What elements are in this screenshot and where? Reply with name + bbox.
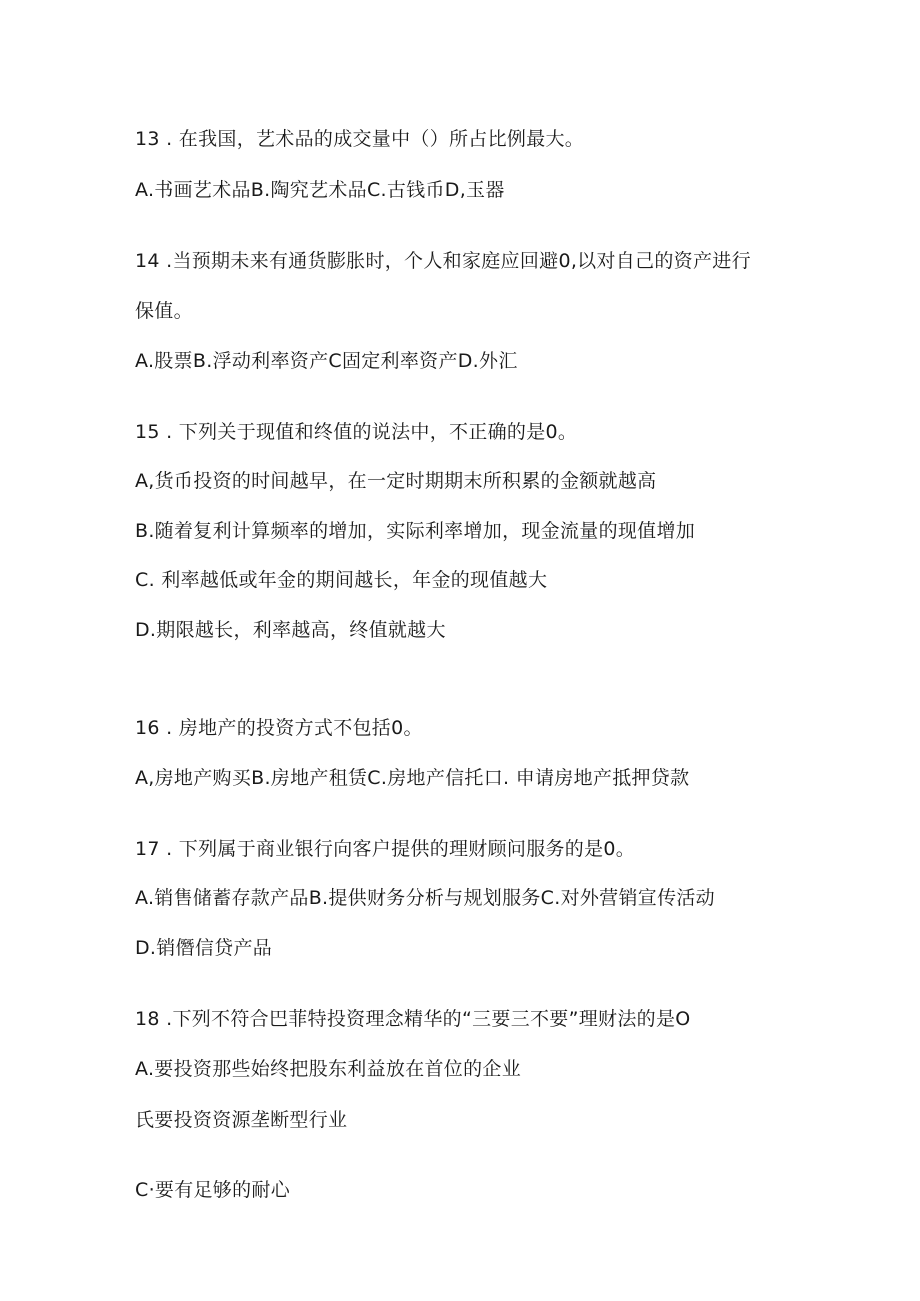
question-18-option-b: 氏要投资资源垄断型行业 bbox=[135, 1109, 348, 1131]
question-17-options-abc: A.销售储蓄存款产品B.提供财务分析与规划服务C.对外营销宣传活动 bbox=[135, 887, 715, 909]
question-17-stem: 17 . 下列属于商业银行向客户提供的理财顾问服务的是0。 bbox=[135, 838, 636, 860]
question-18-stem: 18 .下列不符合巴菲特投资理念精华的“三要三不要”理财法的是O bbox=[135, 1008, 691, 1030]
question-18-option-c: C·要有足够的耐心 bbox=[135, 1179, 291, 1201]
question-15-option-a: A,货币投资的时间越早，在一定时期期末所积累的金额就越高 bbox=[135, 470, 657, 492]
question-14-stem-cont: 保值。 bbox=[135, 300, 193, 322]
question-17-option-d: D.销僭信贷产品 bbox=[135, 937, 273, 959]
question-18-option-a: A.要投资那些始终把股东利益放在首位的企业 bbox=[135, 1058, 522, 1080]
question-13-options: A.书画艺术品B.陶究艺术品C.古钱币D,玉器 bbox=[135, 179, 505, 201]
question-15-option-d: D.期限越长，利率越高，终值就越大 bbox=[135, 619, 446, 641]
question-16-stem: 16 . 房地产的投资方式不包括0。 bbox=[135, 717, 423, 739]
question-16-options: A,房地产购买B.房地产租赁C.房地产信托口. 申请房地产抵押贷款 bbox=[135, 767, 690, 789]
question-14-options: A.股票B.浮动利率资产C固定利率资产D.外汇 bbox=[135, 350, 518, 372]
question-15-option-b: B.随着复利计算频率的增加，实际利率增加，现金流量的现值增加 bbox=[135, 520, 696, 542]
question-14-stem: 14 .当预期未来有通货膨胀时，个人和家庭应回避0,以对自己的资产进行 bbox=[135, 250, 751, 272]
question-15-option-c: C. 利率越低或年金的期间越长，年金的现值越大 bbox=[135, 569, 548, 591]
question-15-stem: 15 . 下列关于现值和终值的说法中，不正确的是0。 bbox=[135, 421, 578, 443]
question-13-stem: 13 . 在我国，艺术品的成交量中（）所占比例最大。 bbox=[135, 128, 585, 150]
